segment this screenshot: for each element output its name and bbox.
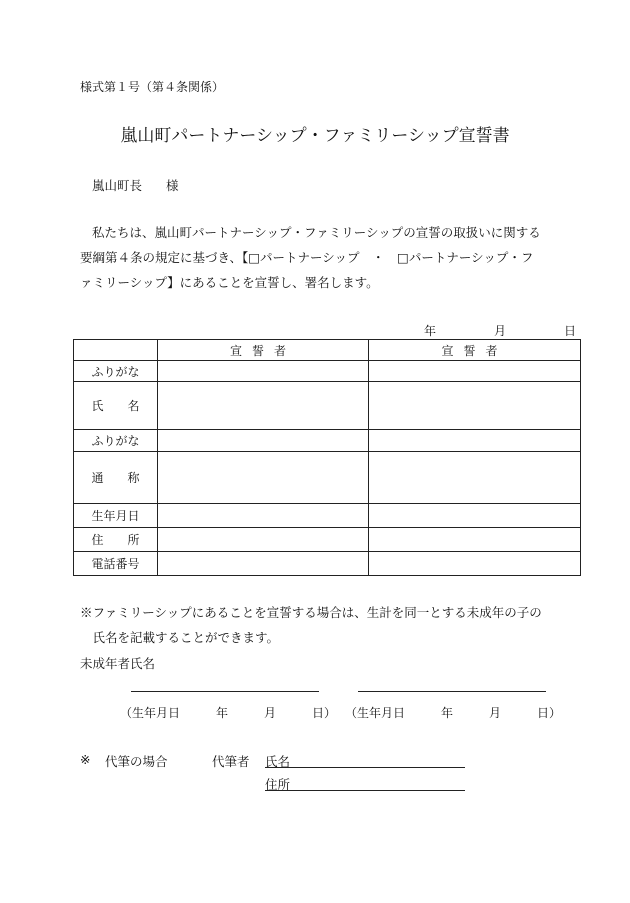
phone-field-2[interactable]: [369, 552, 581, 576]
declaration-text: [80, 220, 580, 295]
header-blank: [74, 340, 158, 361]
table-row: [74, 382, 581, 430]
proxy-mark: ※: [80, 752, 91, 767]
proxy-address-line[interactable]: [265, 790, 465, 791]
birthdate-open: （生年月日: [345, 706, 406, 720]
address-field-1[interactable]: [158, 528, 369, 552]
declaration-line: 私たちは、嵐山町パートナーシップ・ファミリーシップの宣誓の取扱いに関する: [92, 225, 541, 240]
addressee-suffix: 様: [166, 178, 179, 193]
table-header-row: [74, 340, 581, 361]
row-label-phone: 電話番号: [74, 552, 158, 576]
date-line: [424, 322, 576, 339]
birthdate-open: （生年月日: [120, 706, 181, 720]
furigana-field-1[interactable]: [158, 361, 369, 382]
table-row: [74, 361, 581, 382]
phone-field-1[interactable]: [158, 552, 369, 576]
proxy-address-label: 住所: [265, 777, 291, 792]
birthdate-field-1[interactable]: [158, 504, 369, 528]
row-label-alias: 通 称: [74, 452, 158, 504]
note-line: 氏名を記載することができます。: [80, 630, 280, 645]
declaration-line: ァミリーシップ】にあることを宣誓し、署名します。: [80, 275, 379, 290]
birthdate-field-2[interactable]: [369, 504, 581, 528]
minor-name-label: 未成年者氏名: [80, 656, 156, 671]
birthdate-month: 月: [489, 706, 502, 720]
birthdate-day: 日）: [312, 706, 337, 720]
birthdate-year: 年: [441, 706, 454, 720]
header-declarant-1: 宣誓者: [158, 340, 369, 361]
header-declarant-2: 宣誓者: [369, 340, 581, 361]
table-row: [74, 528, 581, 552]
row-label-furigana: ふりがな: [74, 361, 158, 382]
name-field-2[interactable]: [369, 382, 581, 430]
form-number: 様式第１号（第４条関係）: [80, 80, 225, 94]
row-label-furigana-alias: ふりがな: [74, 430, 158, 452]
minor-birthdate-2: [345, 704, 561, 721]
date-day: 日: [564, 324, 577, 338]
table-row: [74, 552, 581, 576]
declaration-line: 要綱第４条の規定に基づき、【□パートナーシップ ・ □パートナーシップ・フ: [80, 250, 534, 265]
name-field-1[interactable]: [158, 382, 369, 430]
furigana-field-2[interactable]: [369, 361, 581, 382]
minor-name-line-1[interactable]: [131, 691, 319, 692]
minor-birthdate-1: [120, 704, 336, 721]
row-label-name: 氏 名: [74, 382, 158, 430]
proxy-writer-label: 代筆者: [212, 754, 250, 769]
address-field-2[interactable]: [369, 528, 581, 552]
date-month: 月: [494, 324, 507, 338]
page-title: 嵐山町パートナーシップ・ファミリーシップ宣誓書: [120, 126, 510, 146]
declarant-table: [73, 339, 581, 576]
birthdate-year: 年: [216, 706, 229, 720]
birthdate-month: 月: [264, 706, 277, 720]
note-line: ※ファミリーシップにあることを宣誓する場合は、生計を同一とする未成年の子の: [80, 605, 542, 620]
alias-furigana-field-2[interactable]: [369, 430, 581, 452]
table-row: [74, 430, 581, 452]
proxy-name-line[interactable]: [265, 767, 465, 768]
row-label-address: 住 所: [74, 528, 158, 552]
date-year: 年: [424, 324, 437, 338]
row-label-birthdate: 生年月日: [74, 504, 158, 528]
birthdate-day: 日）: [537, 706, 562, 720]
alias-field-2[interactable]: [369, 452, 581, 504]
alias-furigana-field-1[interactable]: [158, 430, 369, 452]
minor-name-line-2[interactable]: [358, 691, 546, 692]
minor-note: [80, 600, 590, 650]
proxy-name-label: 氏名: [265, 754, 291, 769]
table-row: [74, 504, 581, 528]
alias-field-1[interactable]: [158, 452, 369, 504]
proxy-label: 代筆の場合: [105, 754, 168, 769]
addressee: [92, 176, 179, 194]
table-row: [74, 452, 581, 504]
addressee-name: 嵐山町長: [92, 178, 143, 193]
